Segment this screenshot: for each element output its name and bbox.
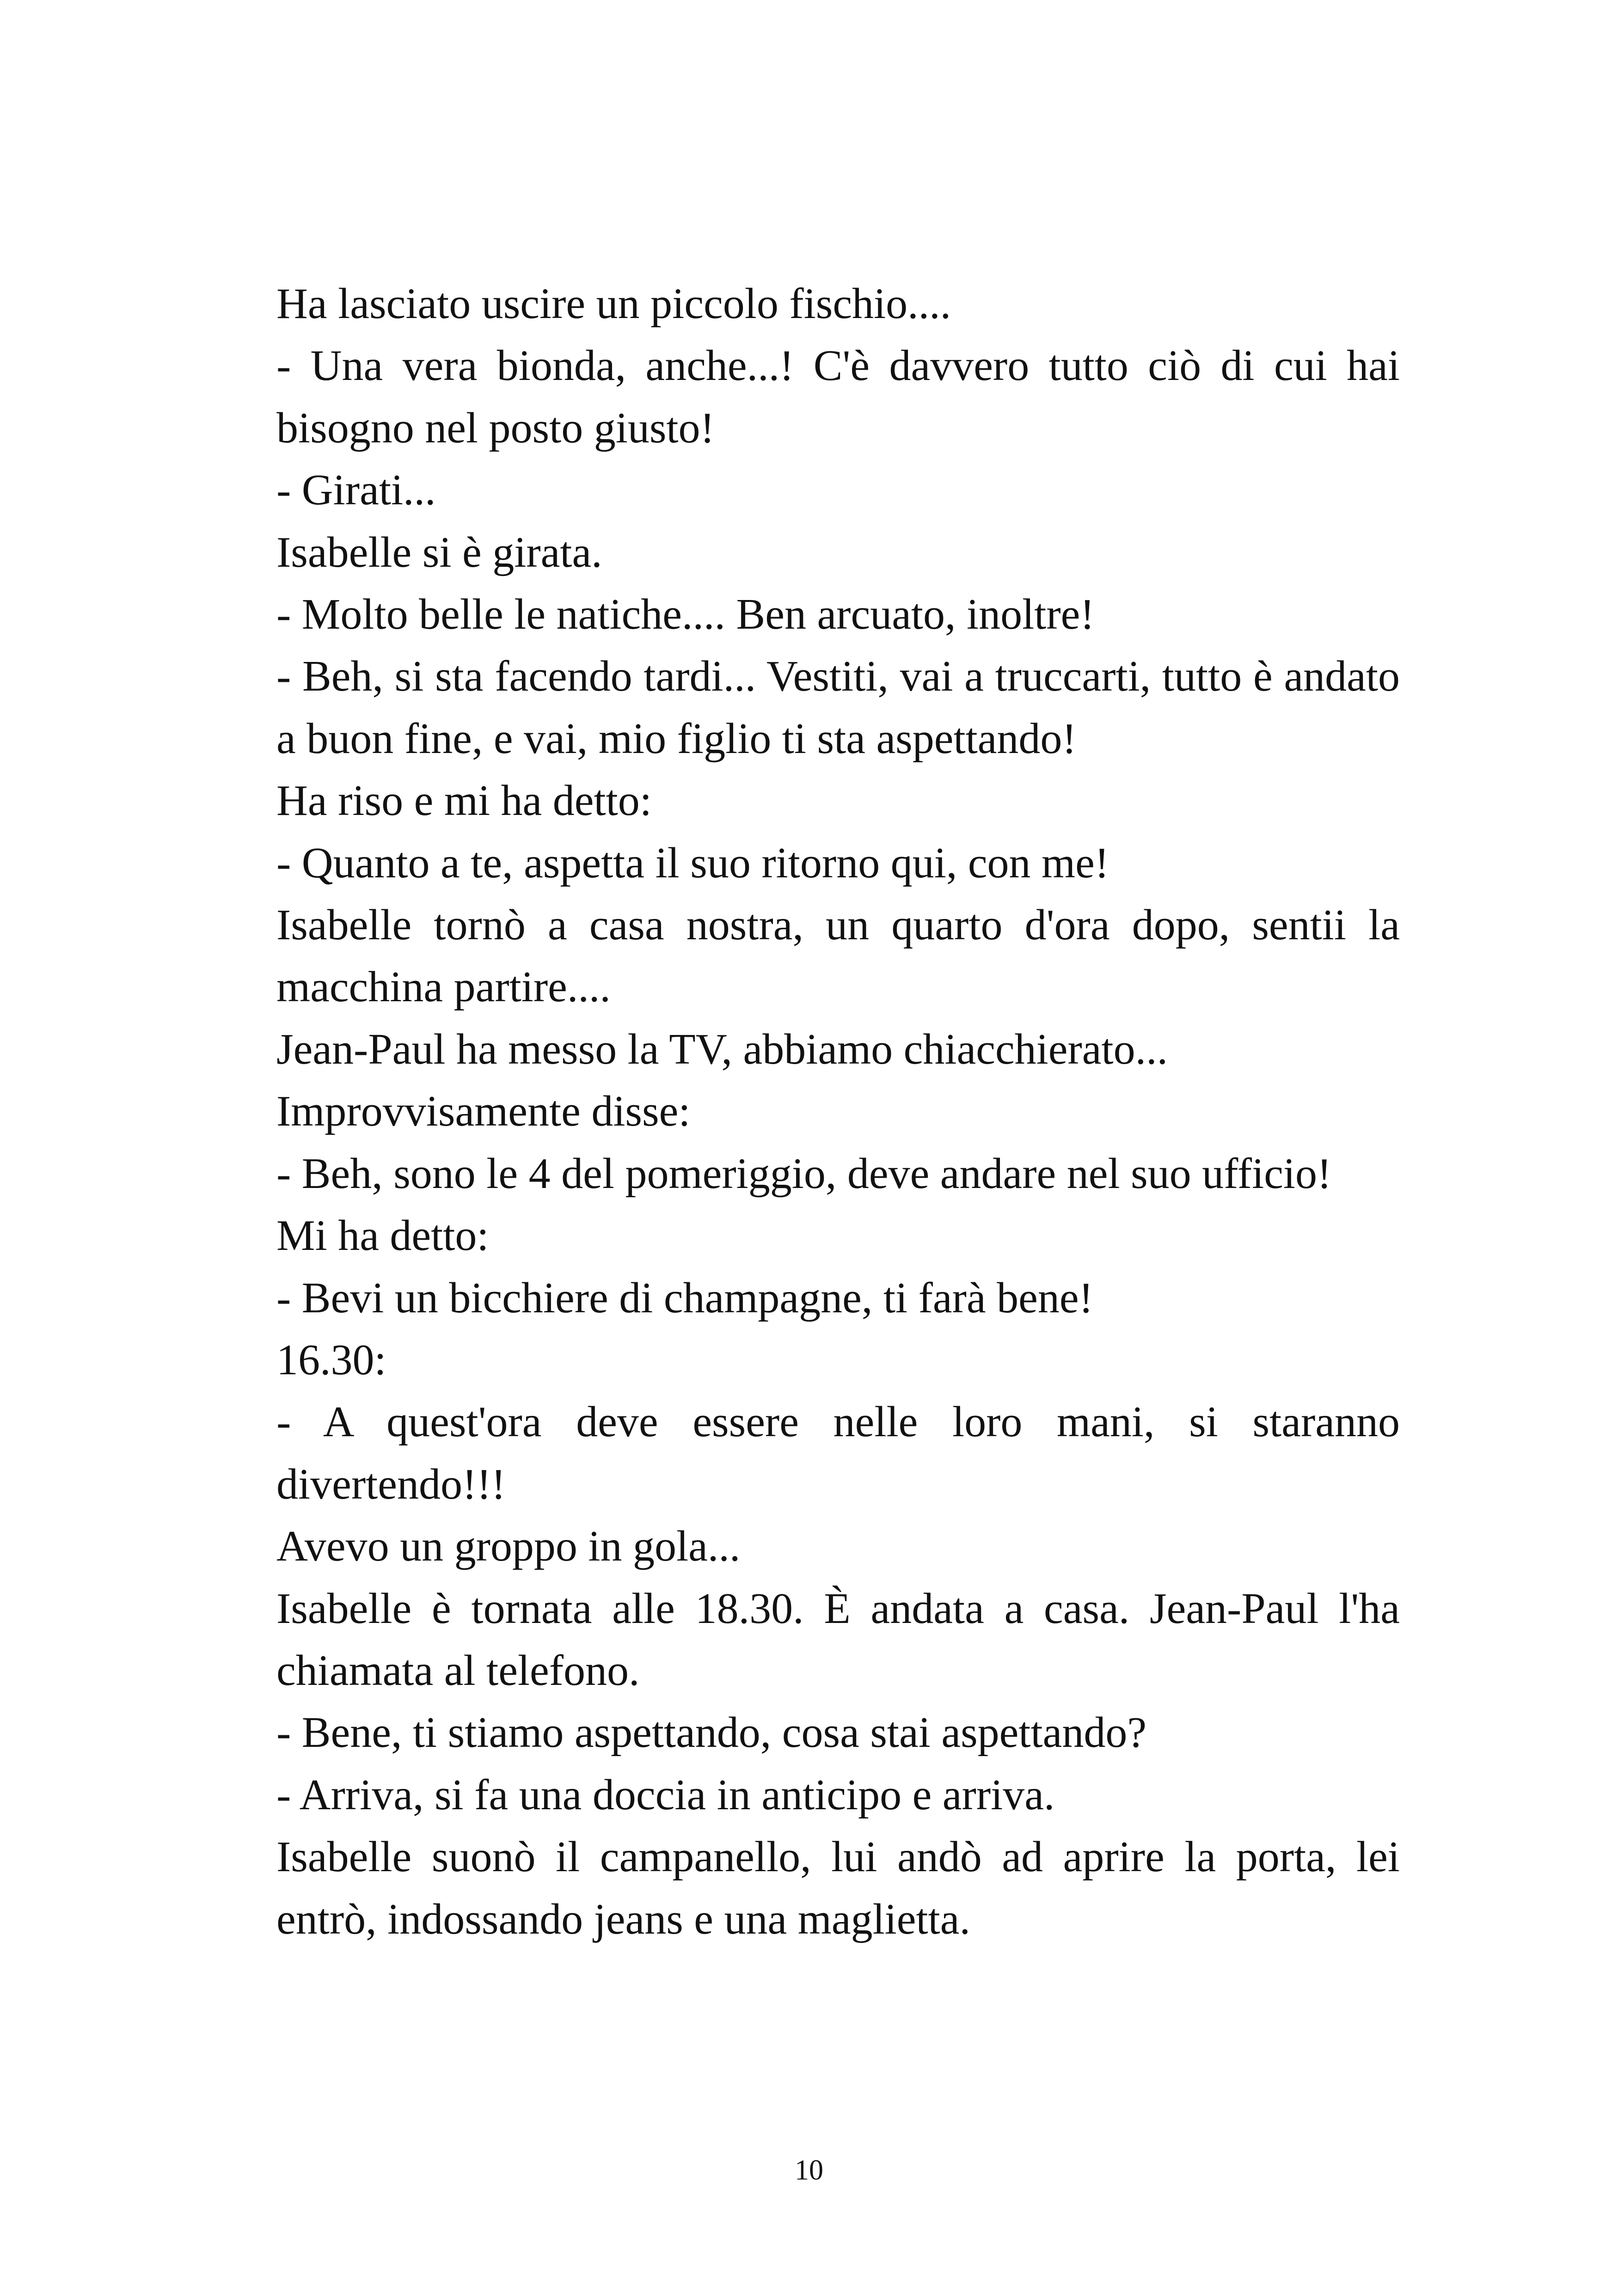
paragraph: - Molto belle le natiche.... Ben arcuato, inoltre! — [276, 590, 1095, 639]
paragraph: - Girati... — [276, 466, 436, 514]
paragraph: - Quanto a te, aspetta il suo ritorno qui, con me! — [276, 839, 1109, 887]
paragraph: Isabelle suonò il campanello, lui andò ad aprire la porta, lei entrò, indossando jeans e una maglietta. — [276, 1833, 1400, 1943]
paragraph: Avevo un groppo in gola... — [276, 1522, 741, 1571]
paragraph: Ha lasciato uscire un piccolo fischio.... — [276, 280, 951, 328]
paragraph: - Beh, sono le 4 del pomeriggio, deve andare nel suo ufficio! — [276, 1149, 1332, 1198]
paragraph: - Una vera bionda, anche...! C'è davvero tutto ciò di cui hai bisogno nel posto giusto! — [276, 342, 1400, 452]
paragraph: Mi ha detto: — [276, 1212, 489, 1260]
paragraph: Jean-Paul ha messo la TV, abbiamo chiacchierato... — [276, 1025, 1168, 1073]
paragraph: - Beh, si sta facendo tardi... Vestiti, vai a truccarti, tutto è andato a buon fine, e vai, mio figlio ti sta aspettando! — [276, 652, 1400, 763]
paragraph: Isabelle è tornata alle 18.30. È andata a casa. Jean-Paul l'ha chiamata al telefono. — [276, 1584, 1400, 1695]
body-text — [276, 273, 1400, 1950]
paragraph: Ha riso e mi ha detto: — [276, 777, 652, 825]
paragraph: - Bevi un bicchiere di champagne, ti farà bene! — [276, 1274, 1093, 1322]
paragraph: - Arriva, si fa una doccia in anticipo e arriva. — [276, 1770, 1055, 1819]
paragraph: - A quest'ora deve essere nelle loro mani, si staranno divertendo!!! — [276, 1398, 1400, 1508]
paragraph: Improvvisamente disse: — [276, 1087, 691, 1136]
page-number: 10 — [795, 2155, 823, 2186]
paragraph: - Bene, ti stiamo aspettando, cosa stai aspettando? — [276, 1708, 1147, 1757]
paragraph: Isabelle tornò a casa nostra, un quarto d'ora dopo, sentii la macchina partire.... — [276, 901, 1400, 1011]
paragraph: 16.30: — [276, 1335, 386, 1384]
paragraph: Isabelle si è girata. — [276, 528, 602, 576]
